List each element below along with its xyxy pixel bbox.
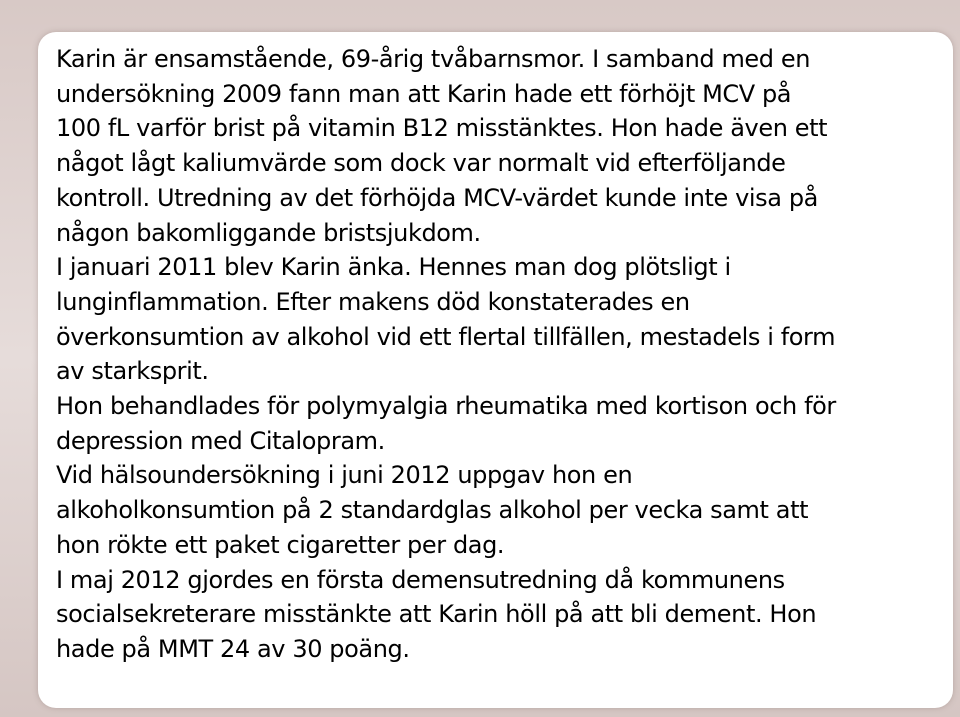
text-line: kontroll. Utredning av det förhöjda MCV-värdet kunde inte visa på — [56, 183, 818, 212]
text-line: undersökning 2009 fann man att Karin hade ett förhöjt MCV på — [56, 79, 792, 108]
text-line: alkoholkonsumtion på 2 standardglas alkohol per vecka samt att — [56, 496, 809, 525]
text-line: hon rökte ett paket cigaretter per dag. — [56, 530, 505, 559]
text-line: lunginflammation. Efter makens död konstaterades en — [56, 287, 690, 316]
text-line: socialsekreterare misstänkte att Karin höll på att bli dement. Hon — [56, 600, 817, 629]
text-line: Hon behandlades för polymyalgia rheumatika med kortison och för — [56, 392, 836, 421]
text-line: depression med Citalopram. — [56, 426, 385, 455]
text-line: något lågt kaliumvärde som dock var normalt vid efterföljande — [56, 149, 786, 178]
text-line: överkonsumtion av alkohol vid ett flertal tillfällen, mestadels i form — [56, 322, 836, 351]
text-line: 100 fL varför brist på vitamin B12 misstänktes. Hon hade även ett — [56, 114, 828, 143]
text-line: någon bakomliggande bristsjukdom. — [56, 218, 481, 247]
text-line: I maj 2012 gjordes en första demensutredning då kommunens — [56, 565, 785, 594]
text-line: av starksprit. — [56, 357, 209, 386]
case-description — [56, 42, 936, 667]
text-line: Karin är ensamstående, 69-årig tvåbarnsmor. I samband med en — [56, 45, 811, 73]
text-line: Vid hälsoundersökning i juni 2012 uppgav hon en — [56, 461, 633, 490]
text-line: hade på MMT 24 av 30 poäng. — [56, 634, 410, 663]
text-line: I januari 2011 blev Karin änka. Hennes man dog plötsligt i — [56, 253, 731, 282]
